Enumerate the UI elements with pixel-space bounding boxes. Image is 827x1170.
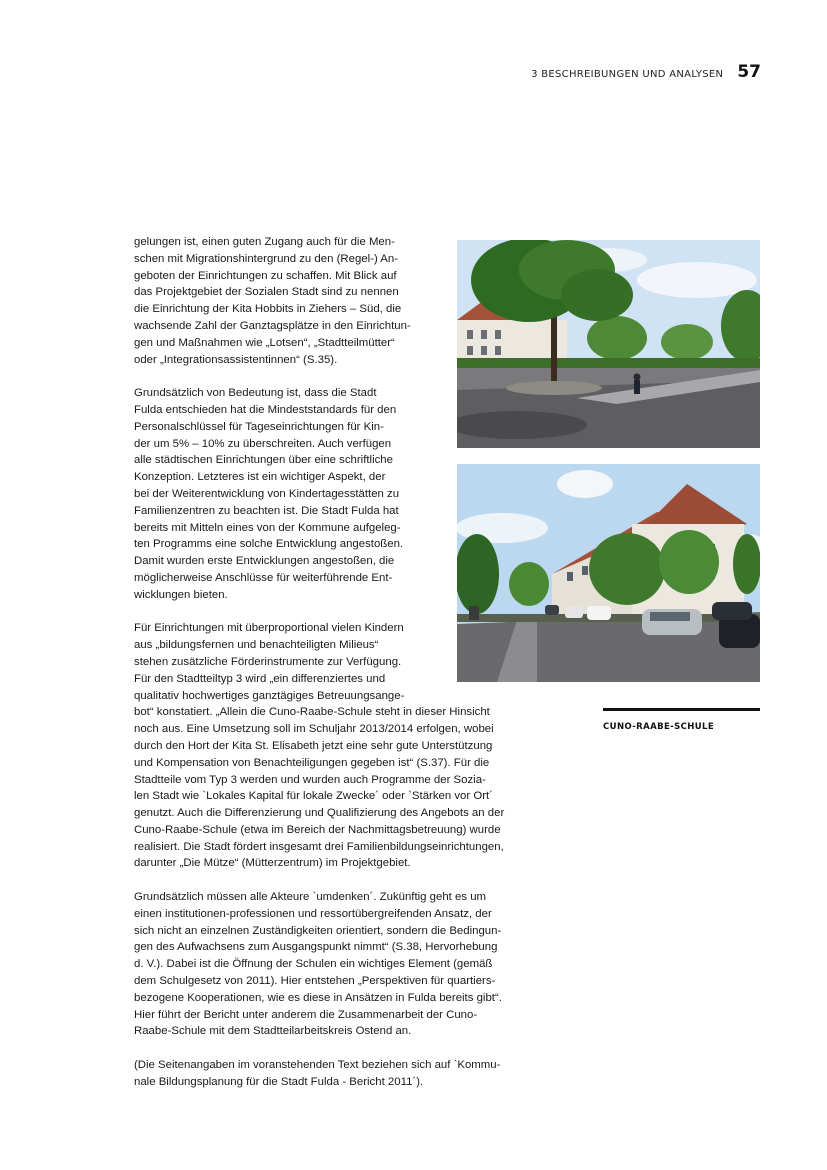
body-line: durch den Hort der Kita St. Elisabeth jetzt eine sehr gute Unterstützung: [134, 739, 493, 752]
body-line: Stadtteile vom Typ 3 werden und wurden auch Programme der Sozia-: [134, 773, 486, 786]
body-line: gelungen ist, einen guten Zugang auch für die Men-: [134, 236, 395, 248]
body-line: gen und Maßnahmen wie „Lotsen“, „Stadtteilmütter“: [134, 336, 395, 349]
body-line: genutzt. Auch die Differenzierung und Qualifizierung des Angebots an der: [134, 807, 505, 820]
body-line: wicklungen bieten.: [134, 588, 228, 601]
body-line: das Projektgebiet der Sozialen Stadt sind zu nennen: [134, 286, 399, 299]
body-line: darunter „Die Mütze“ (Mütterzentrum) im Projektgebiet.: [134, 857, 411, 870]
paragraph-gap: [134, 1040, 504, 1057]
body-line: noch aus. Eine Umsetzung soll im Schuljahr 2013/2014 erfolgen, wobei: [134, 723, 494, 736]
body-line: oder „Integrationsassistentinnen“ (S.35).: [134, 353, 338, 366]
body-line: gen des Aufwachsens zum Ausgangspunkt nimmt“ (S.38, Hervorhebung: [134, 941, 498, 954]
body-text: [134, 234, 504, 1091]
body-line: Familienzentren zu beachten ist. Die Stadt Fulda hat: [134, 504, 399, 517]
body-line: dem Schulgesetz von 2011). Hier entstehen „Perspektiven für quartiers-: [134, 975, 496, 988]
body-line: ten Programms eine solche Entwicklung angestoßen.: [134, 538, 404, 551]
body-line: der um 5% – 10% zu überschreiten. Auch verfügen: [134, 437, 392, 450]
running-header: [531, 62, 761, 82]
body-line: bereits mit Mitteln eines von der Kommune aufgeleg-: [134, 521, 401, 534]
body-line: nale Bildungsplanung für die Stadt Fulda - Bericht 2011´).: [134, 1075, 424, 1088]
body-line: schen mit Migrationshintergrund zu den (Regel-) An-: [134, 252, 399, 265]
body-line: Grundsätzlich von Bedeutung ist, dass die Stadt: [134, 387, 377, 400]
body-line: die Einrichtung der Kita Hobbits in Ziehers – Süd, die: [134, 303, 402, 316]
paragraph-gap: [134, 604, 504, 621]
body-line: alle städtischen Einrichtungen über eine schriftliche: [134, 454, 393, 467]
body-line: bezogene Kooperationen, wie es diese in Ansätzen in Fulda bereits gibt“.: [134, 991, 502, 1004]
body-line: Damit wurden erste Entwicklungen angestoßen, die: [134, 555, 395, 568]
body-line: Personalschlüssel für Tageseinrichtungen für Kin-: [134, 420, 384, 433]
body-line: bot“ konstatiert. „Allein die Cuno-Raabe-Schule steht in dieser Hinsicht: [134, 706, 490, 719]
body-line: sich nicht an einzelnen Zuständigkeiten orientiert, sondern die Bedingun-: [134, 924, 502, 937]
body-line: stehen zusätzliche Förderinstrumente zur Verfügung.: [134, 655, 402, 668]
section-label: 3 BESCHREIBUNGEN UND ANALYSEN: [531, 69, 724, 80]
body-line: möglicherweise Anschlüsse für weiterführende Ent-: [134, 571, 393, 584]
body-line: und Kompensation von Benachteiligungen gegeben ist“ (S.37). Für die: [134, 756, 490, 769]
photo-caption: CUNO-RAABE-SCHULE: [603, 722, 715, 732]
body-line: Für den Stadtteiltyp 3 wird „ein differenziertes und: [134, 672, 386, 685]
paragraph-gap: [134, 368, 504, 385]
body-line: Fulda entschieden hat die Mindeststandards für den: [134, 403, 397, 416]
body-line: (Die Seitenangaben im voranstehenden Text beziehen sich auf `Kommu-: [134, 1059, 501, 1072]
body-line: qualitativ hochwertiges ganztägiges Betreuungsange-: [134, 689, 405, 702]
paragraph-gap: [134, 872, 504, 889]
body-line: Konzeption. Letzteres ist ein wichtiger Aspekt, der: [134, 471, 386, 484]
caption-rule: [603, 708, 760, 711]
body-line: wachsende Zahl der Ganztagsplätze in den Einrichtun-: [134, 319, 411, 332]
body-line: len Stadt wie `Lokales Kapital für lokale Zwecke´ oder `Stärken vor Ort´: [134, 790, 493, 803]
body-line: Raabe-Schule mit dem Stadtteilarbeitskreis Ostend an.: [134, 1025, 412, 1038]
body-line: Cuno-Raabe-Schule (etwa im Bereich der Nachmittagsbetreuung) wurde: [134, 823, 501, 836]
body-line: aus „bildungsfernen und benachteiligten Milieus“: [134, 639, 379, 652]
body-line: einen institutionen-professionen und ressortübergreifenden Ansatz, der: [134, 907, 492, 920]
body-line: bei der Weiterentwicklung von Kindertagesstätten zu: [134, 487, 400, 500]
body-line: Grundsätzlich müssen alle Akteure `umdenken´. Zukünftig geht es um: [134, 891, 487, 904]
body-line: d. V.). Dabei ist die Öffnung der Schulen ein wichtiges Element (gemäß: [134, 958, 493, 971]
page-number: 57: [737, 62, 761, 82]
body-line: geboten der Einrichtungen zu schaffen. Mit Blick auf: [134, 269, 397, 282]
body-line: realisiert. Die Stadt fördert insgesamt drei Familienbildungseinrichtungen,: [134, 840, 504, 853]
body-line: Für Einrichtungen mit überproportional vielen Kindern: [134, 622, 404, 635]
body-line: Hier führt der Bericht unter anderem die Zusammenarbeit der Cuno-: [134, 1008, 478, 1021]
